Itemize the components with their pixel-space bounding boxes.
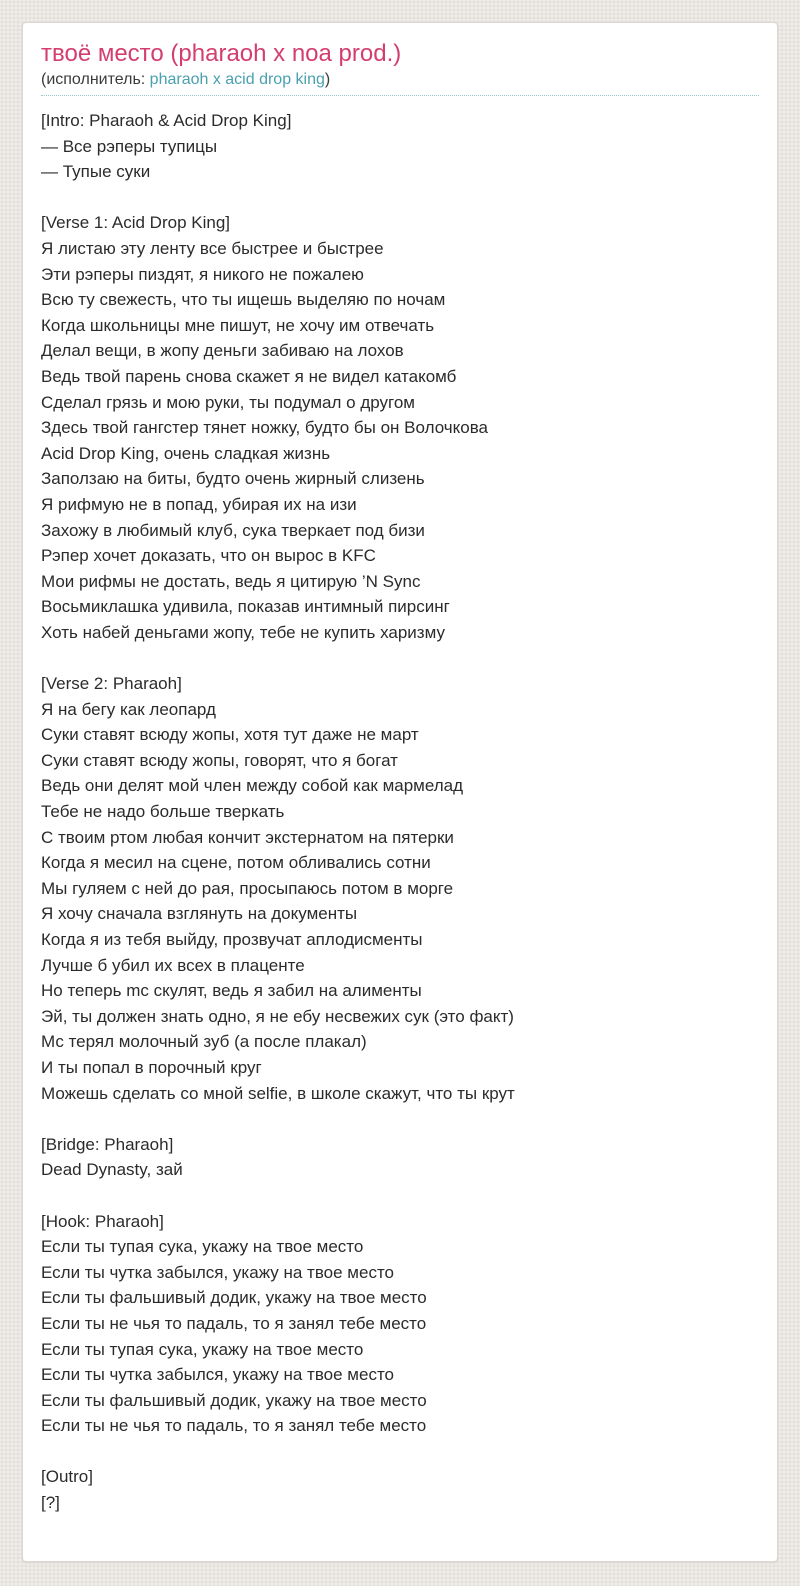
lyric-line: Когда я из тебя выйду, прозвучат аплодисменты: [41, 930, 423, 949]
lyrics-section: [41, 671, 759, 1106]
lyrics-section: [41, 108, 759, 185]
lyrics-card: [22, 22, 778, 1562]
lyric-line: [Outro]: [41, 1467, 93, 1487]
lyric-line: Сделал грязь и мою руки, ты подумал о другом: [41, 392, 415, 412]
lyric-line: Но теперь mc скулят, ведь я забил на алименты: [41, 981, 422, 1001]
lyric-line: Мс терял молочный зуб (а после плакал): [41, 1032, 367, 1052]
lyric-line: Ведь они делят мой член между собой как мармелад: [41, 776, 464, 796]
lyric-line: Если ты фальшивый додик, укажу на твое место: [41, 1288, 427, 1308]
lyric-line: Если ты не чья то падаль, то я занял тебе место: [41, 1416, 427, 1436]
lyric-line: Эй, ты должен знать одно, я не ебу несвежих сук (это факт): [41, 1006, 514, 1026]
lyric-line: Лучше б убил их всех в плаценте: [41, 955, 305, 975]
lyric-line: Если ты чутка забылся, укажу на твое место: [41, 1262, 394, 1282]
lyric-line: Заползаю на биты, будто очень жирный слизень: [41, 469, 425, 489]
lyrics-text: [41, 108, 759, 1516]
lyric-line: Суки ставят всюду жопы, говорят, что я богат: [41, 750, 398, 770]
lyric-line: Восьмиклашка удивила, показав интимный пирсинг: [41, 597, 450, 617]
lyric-line: Если ты чутка забылся, укажу на твое место: [41, 1365, 394, 1385]
lyric-line: Захожу в любимый клуб, сука тверкает под бизи: [41, 520, 425, 540]
lyric-line: Мои рифмы не достать, ведь я цитирую ’N Sync: [41, 571, 421, 591]
lyric-line: Acid Drop King, очень сладкая жизнь: [41, 443, 331, 463]
lyrics-section: [41, 210, 759, 645]
lyric-line: Когда школьницы мне пишут, не хочу им отвечать: [41, 315, 435, 335]
lyric-line: — Тупые суки: [41, 162, 151, 182]
artist-label: (исполнитель:: [41, 71, 150, 88]
lyric-line: [Hook: Pharaoh]: [41, 1211, 164, 1231]
lyric-line: Суки ставят всюду жопы, хотя тут даже не март: [41, 725, 419, 745]
lyric-line: Если ты фальшивый додик, укажу на твое место: [41, 1390, 427, 1410]
lyrics-section: [41, 1209, 759, 1439]
lyric-line: Мы гуляем с ней до рая, просыпаюсь потом в морге: [41, 878, 454, 898]
lyric-line: Если ты тупая сука, укажу на твое место: [41, 1237, 364, 1257]
page-title: твоё место (pharaoh x noa prod.): [41, 40, 402, 67]
lyric-line: Когда я месил на сцене, потом обливались сотни: [41, 853, 431, 873]
lyric-line: Я на бегу как леопард: [41, 699, 216, 719]
artist-label-suffix: ): [324, 71, 331, 88]
lyric-line: Эти рэперы пиздят, я никого не пожалею: [41, 264, 364, 284]
lyric-line: С твоим ртом любая кончит экстернатом на пятерки: [41, 827, 454, 847]
lyric-line: Я листаю эту ленту все быстрее и быстрее: [41, 238, 384, 258]
lyric-line: Всю ту свежесть, что ты ищешь выделяю по ночам: [41, 290, 446, 310]
lyric-line: [Intro: Pharaoh & Acid Drop King]: [41, 111, 292, 130]
lyric-line: Я рифмую не в попад, убирая их на изи: [41, 494, 357, 514]
lyric-line: Если ты не чья то падаль, то я занял тебе место: [41, 1313, 427, 1333]
lyric-line: Здесь твой гангстер тянет ножку, будто бы он Волочкова: [41, 418, 489, 438]
lyric-line: Рэпер хочет доказать, что он вырос в KFC: [41, 546, 376, 566]
lyric-line: [Verse 2: Pharaoh]: [41, 674, 182, 694]
lyrics-section: [41, 1464, 759, 1515]
lyric-line: [Verse 1: Acid Drop King]: [41, 213, 230, 233]
lyric-line: Я хочу сначала взглянуть на документы: [41, 904, 358, 924]
artist-line: [41, 69, 759, 96]
lyric-line: [?]: [41, 1493, 60, 1513]
lyric-line: Делал вещи, в жопу деньги забиваю на лохов: [41, 341, 404, 361]
lyric-line: Ведь твой парень снова скажет я не видел катакомб: [41, 366, 457, 386]
lyric-line: Если ты тупая сука, укажу на твое место: [41, 1339, 364, 1359]
lyric-line: Можешь сделать со мной selfie, в школе скажут, что ты крут: [41, 1083, 515, 1103]
lyric-line: — Все рэперы тупицы: [41, 136, 218, 156]
lyric-line: Тебе не надо больше тверкать: [41, 802, 285, 822]
artist-link[interactable]: pharaoh x acid drop king: [149, 71, 325, 88]
lyric-line: [Bridge: Pharaoh]: [41, 1134, 174, 1154]
lyric-line: И ты попал в порочный круг: [41, 1057, 262, 1077]
lyrics-section: [41, 1132, 759, 1183]
lyric-line: Хоть набей деньгами жопу, тебе не купить харизму: [41, 622, 445, 642]
lyric-line: Dead Dynasty, зай: [41, 1160, 183, 1180]
